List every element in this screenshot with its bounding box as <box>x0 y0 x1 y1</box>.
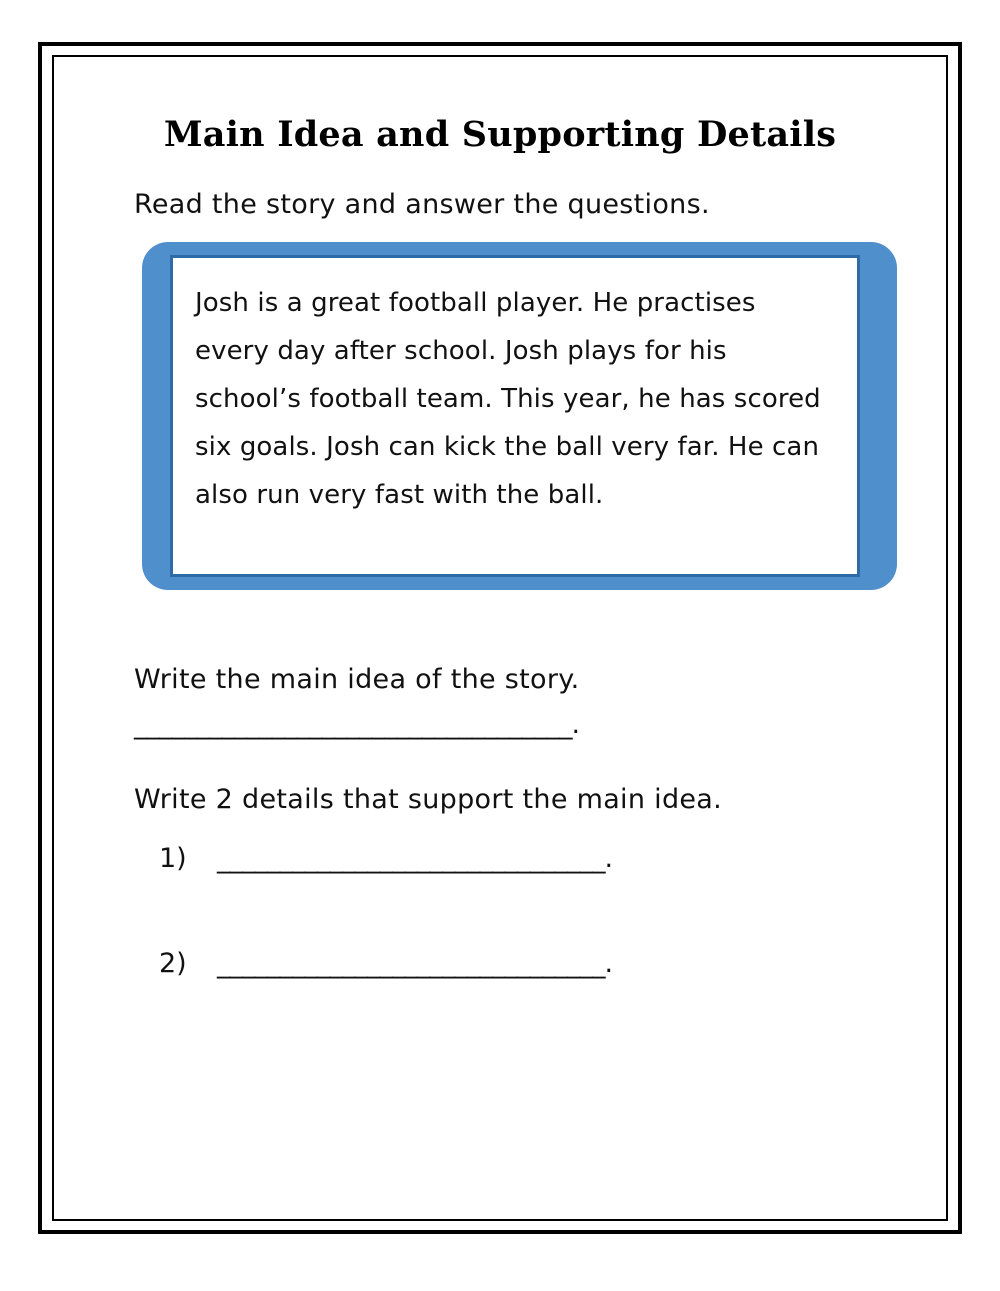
story-text: Josh is a great football player. He practises every day after school. Josh plays for his school’s football team. This year, he has scored six goals. Josh can kick the ball very far. He can also run very fast with the ball. <box>195 288 821 510</box>
detail-number-1: 1) <box>159 843 187 874</box>
worksheet-inner-border <box>52 55 948 1221</box>
prompt-supporting-details: Write 2 details that support the main idea. <box>134 784 723 815</box>
detail-answer-line-1[interactable]: _______________________________. <box>217 843 613 874</box>
detail-number-2: 2) <box>159 948 187 979</box>
instruction-text: Read the story and answer the questions. <box>134 189 710 220</box>
detail-row-2 <box>159 948 946 979</box>
main-idea-answer-line[interactable]: ___________________________________. <box>134 709 580 740</box>
story-box-frame <box>142 242 897 590</box>
detail-row-1 <box>159 843 946 874</box>
detail-answer-line-2[interactable]: _______________________________. <box>217 948 613 979</box>
prompt-main-idea: Write the main idea of the story. <box>134 664 580 695</box>
worksheet-page <box>38 42 962 1234</box>
story-box <box>170 255 860 577</box>
page-title: Main Idea and Supporting Details <box>163 114 837 155</box>
